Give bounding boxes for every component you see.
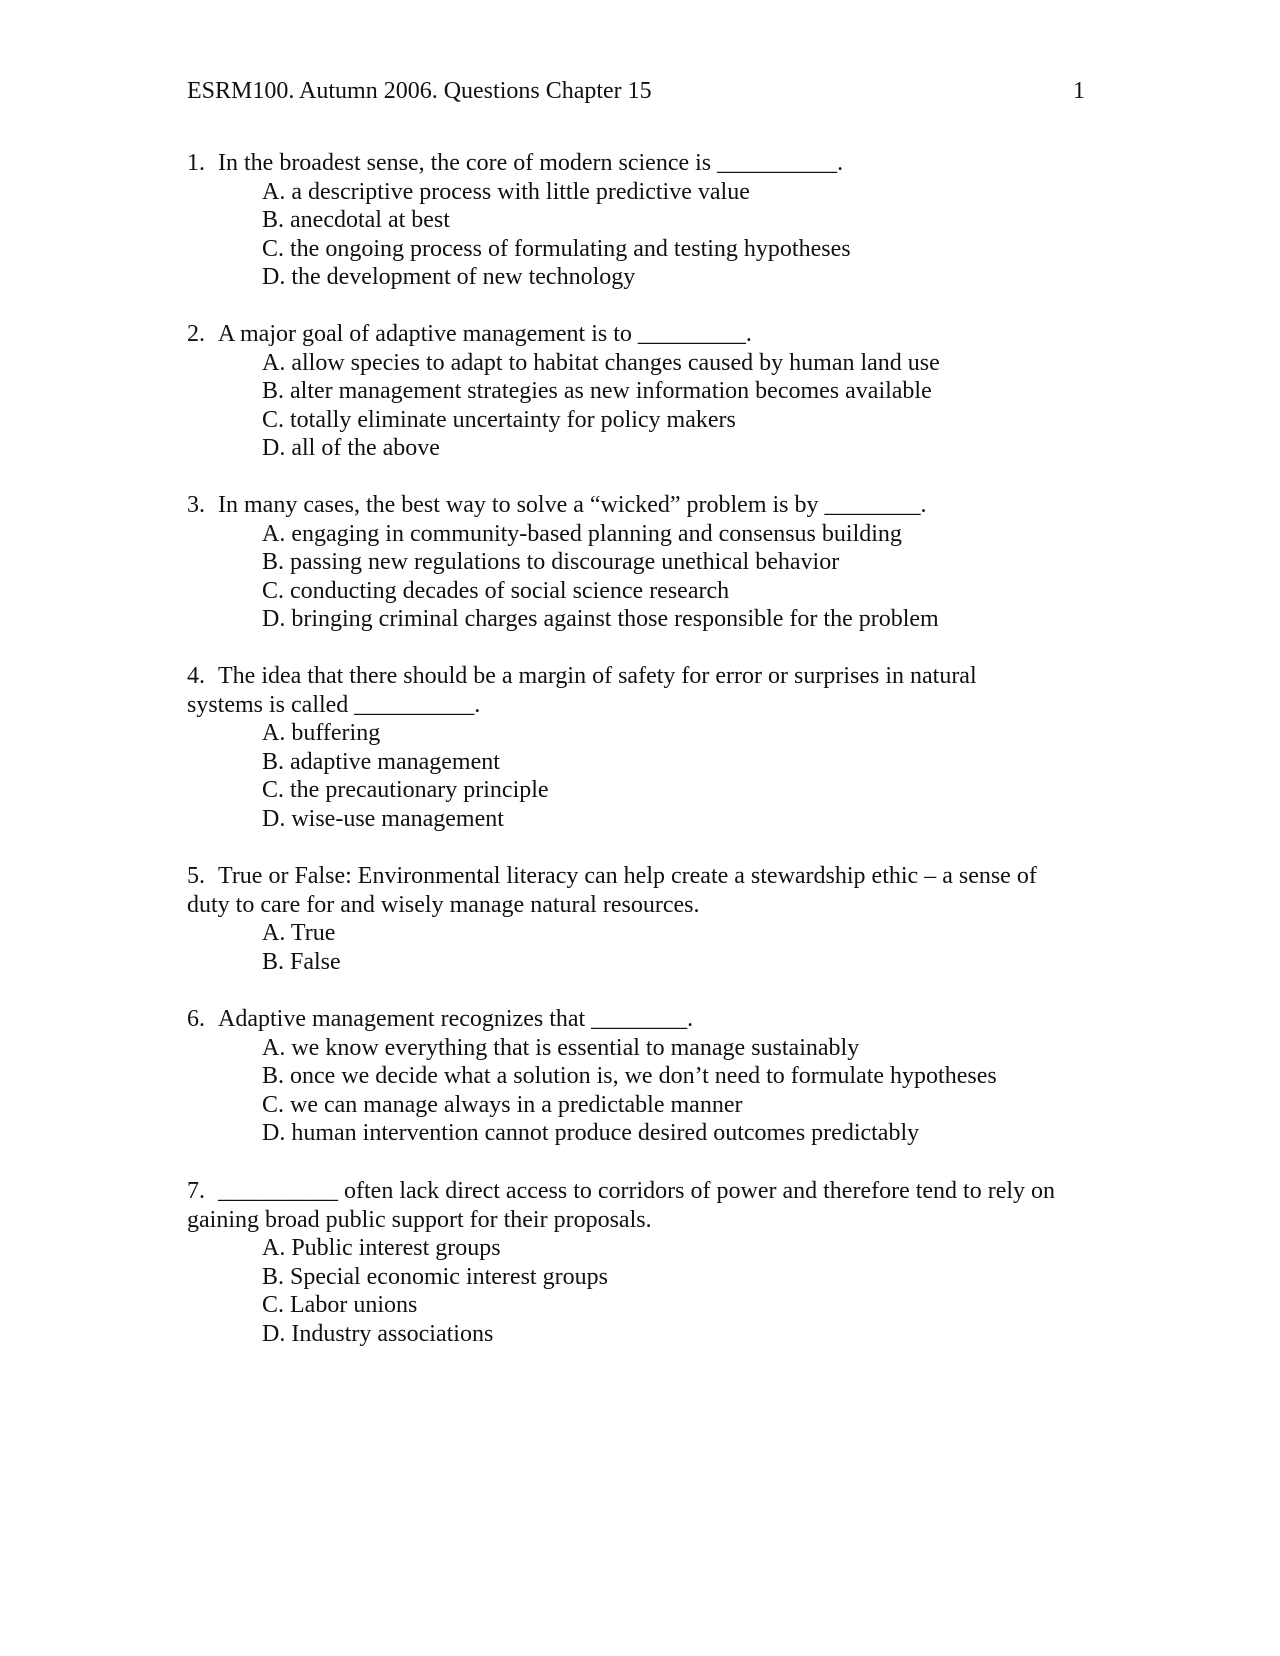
option-c: C. totally eliminate uncertainty for policy makers <box>262 406 736 433</box>
option-a: A. allow species to adapt to habitat changes caused by human land use <box>262 349 940 376</box>
question-number: 2. <box>187 321 205 347</box>
question-2 <box>187 320 1087 463</box>
question-text: A major goal of adaptive management is to _________. <box>218 321 752 347</box>
option-b: B. Special economic interest groups <box>262 1263 608 1290</box>
option-c: C. we can manage always in a predictable manner <box>262 1091 743 1118</box>
question-stem-continued <box>187 891 1087 920</box>
question-text-line-2: duty to care for and wisely manage natural resources. <box>187 891 700 918</box>
question-stem-continued <box>187 1206 1087 1235</box>
answer-options <box>187 349 1087 463</box>
document-title: ESRM100. Autumn 2006. Questions Chapter 15 <box>187 78 652 104</box>
question-text-line-1: True or False: Environmental literacy can help create a stewardship ethic – a sense of <box>218 863 1037 889</box>
option-a: A. a descriptive process with little predictive value <box>262 178 750 205</box>
option-a: A. buffering <box>262 720 381 747</box>
option-a: A. True <box>262 920 336 947</box>
option-d: D. all of the above <box>262 435 440 462</box>
option-b: B. once we decide what a solution is, we don’t need to formulate hypotheses <box>262 1063 997 1090</box>
option-d: D. Industry associations <box>262 1320 494 1347</box>
question-number: 1. <box>187 150 205 176</box>
question-text-line-2: gaining broad public support for their proposals. <box>187 1206 652 1233</box>
question-text: In many cases, the best way to solve a “wicked” problem is by ________. <box>218 492 927 518</box>
option-b: B. anecdotal at best <box>262 207 450 234</box>
question-4 <box>187 662 1087 834</box>
question-number: 3. <box>187 492 205 518</box>
page-number: 1 <box>1073 78 1085 104</box>
answer-options <box>187 1034 1087 1148</box>
answer-options <box>187 919 1087 976</box>
answer-options <box>187 178 1087 292</box>
question-text: Adaptive management recognizes that ________. <box>218 1006 694 1032</box>
answer-options <box>187 520 1087 634</box>
question-text: In the broadest sense, the core of modern science is __________. <box>218 150 844 176</box>
option-c: C. conducting decades of social science research <box>262 577 730 604</box>
option-a: A. we know everything that is essential to manage sustainably <box>262 1034 860 1061</box>
option-c: C. the ongoing process of formulating and testing hypotheses <box>262 235 851 262</box>
question-stem <box>187 662 1087 691</box>
option-a: A. engaging in community-based planning and consensus building <box>262 520 902 547</box>
question-3 <box>187 491 1087 634</box>
question-stem <box>187 149 1087 178</box>
question-number: 6. <box>187 1006 205 1032</box>
option-d: D. human intervention cannot produce desired outcomes predictably <box>262 1120 920 1147</box>
option-a: A. Public interest groups <box>262 1235 501 1262</box>
answer-options <box>187 1234 1087 1348</box>
question-stem <box>187 491 1087 520</box>
question-stem <box>187 1177 1087 1206</box>
question-stem <box>187 862 1087 891</box>
question-text-line-1: The idea that there should be a margin of safety for error or surprises in natural <box>218 663 977 689</box>
option-b: B. False <box>262 948 341 975</box>
option-b: B. alter management strategies as new information becomes available <box>262 378 932 405</box>
question-stem-continued <box>187 691 1087 720</box>
question-1 <box>187 149 1087 292</box>
question-7 <box>187 1177 1087 1349</box>
question-number: 7. <box>187 1178 205 1204</box>
question-stem <box>187 320 1087 349</box>
option-b: B. adaptive management <box>262 748 500 775</box>
question-stem <box>187 1005 1087 1034</box>
question-number: 5. <box>187 863 205 889</box>
question-text-line-1: __________ often lack direct access to corridors of power and therefore tend to rely on <box>218 1178 1056 1204</box>
option-d: D. bringing criminal charges against those responsible for the problem <box>262 606 939 633</box>
option-c: C. Labor unions <box>262 1292 418 1319</box>
option-b: B. passing new regulations to discourage unethical behavior <box>262 549 840 576</box>
answer-options <box>187 719 1087 833</box>
option-d: D. wise-use management <box>262 805 504 832</box>
option-c: C. the precautionary principle <box>262 777 549 804</box>
question-6 <box>187 1005 1087 1148</box>
question-number: 4. <box>187 663 205 689</box>
option-d: D. the development of new technology <box>262 264 636 291</box>
question-text-line-2: systems is called __________. <box>187 691 481 718</box>
question-5 <box>187 862 1087 976</box>
